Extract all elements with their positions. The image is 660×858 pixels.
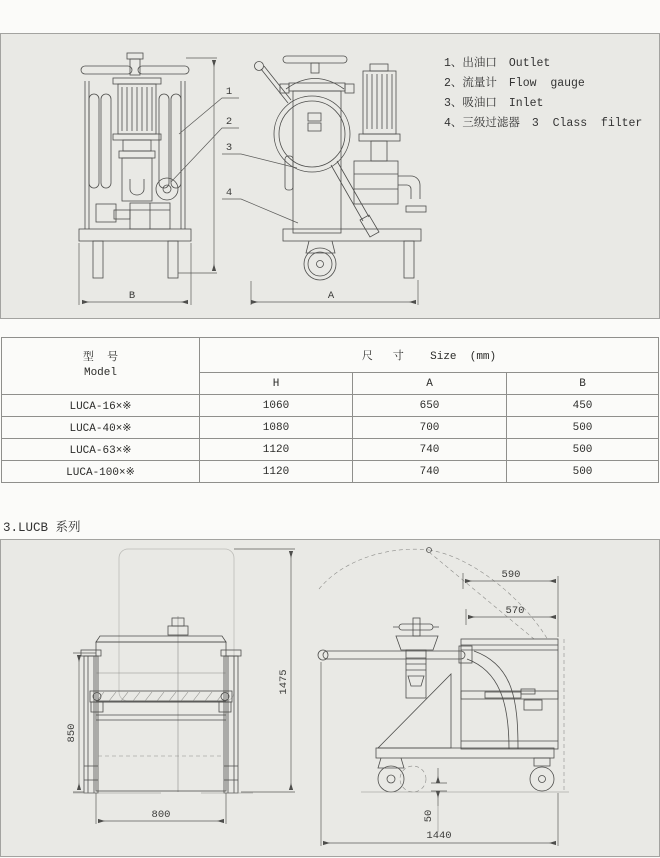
callout-4: 4: [225, 187, 233, 199]
dim-label-B: B: [128, 290, 136, 302]
table-row: LUCA-16×※ 1060 650 450: [2, 395, 659, 417]
dim-label-590: 590: [501, 569, 521, 581]
model-cell: LUCA-16×※: [2, 395, 200, 417]
dim-label-570: 570: [505, 605, 525, 617]
model-cell: LUCA-100×※: [2, 461, 200, 483]
dim-label-A: A: [327, 290, 335, 302]
size-table-col-H: H: [200, 373, 353, 395]
lucb-front-view: [73, 549, 253, 793]
model-cell: LUCA-40×※: [2, 417, 200, 439]
luca-side-view: [255, 56, 427, 280]
lucb-drawing-panel: [0, 539, 660, 857]
dim-label-50: 50: [423, 809, 435, 823]
size-table: [1, 337, 659, 483]
table-row: LUCA-63×※ 1120 740 500: [2, 439, 659, 461]
model-cell: LUCA-63×※: [2, 439, 200, 461]
luca-callout-leaders: [171, 98, 298, 223]
lucb-side-view: [318, 548, 569, 793]
dim-label-1475: 1475: [278, 669, 290, 695]
dim-label-1440: 1440: [426, 830, 452, 842]
size-table-header-size: 尺 寸 Size (mm): [200, 338, 659, 373]
legend-item-filter: 4、三级过滤器 3 Class filter: [444, 117, 643, 130]
parts-legend: [444, 54, 642, 134]
table-row: LUCA-100×※ 1120 740 500: [2, 461, 659, 483]
legend-item-outlet: 1、出油口 Outlet: [444, 57, 551, 70]
section-lucb-title-zh: 3.LUCB 系列: [3, 521, 81, 535]
size-table-header-model: 型 号 Model: [2, 338, 200, 395]
callout-2: 2: [225, 116, 233, 128]
legend-item-flow-gauge: 2、流量计 Flow gauge: [444, 77, 585, 90]
luca-drawing-panel: [0, 33, 660, 319]
size-table-col-A: A: [353, 373, 507, 395]
table-row: LUCA-40×※ 1080 700 500: [2, 417, 659, 439]
lucb-technical-drawing: [1, 540, 659, 856]
dim-label-850: 850: [66, 723, 78, 743]
callout-1: 1: [225, 86, 233, 98]
callout-3: 3: [225, 142, 233, 154]
dim-label-800: 800: [151, 809, 171, 821]
legend-item-inlet: 3、吸油口 Inlet: [444, 97, 544, 110]
size-table-col-B: B: [507, 373, 659, 395]
luca-front-view: [79, 53, 191, 278]
